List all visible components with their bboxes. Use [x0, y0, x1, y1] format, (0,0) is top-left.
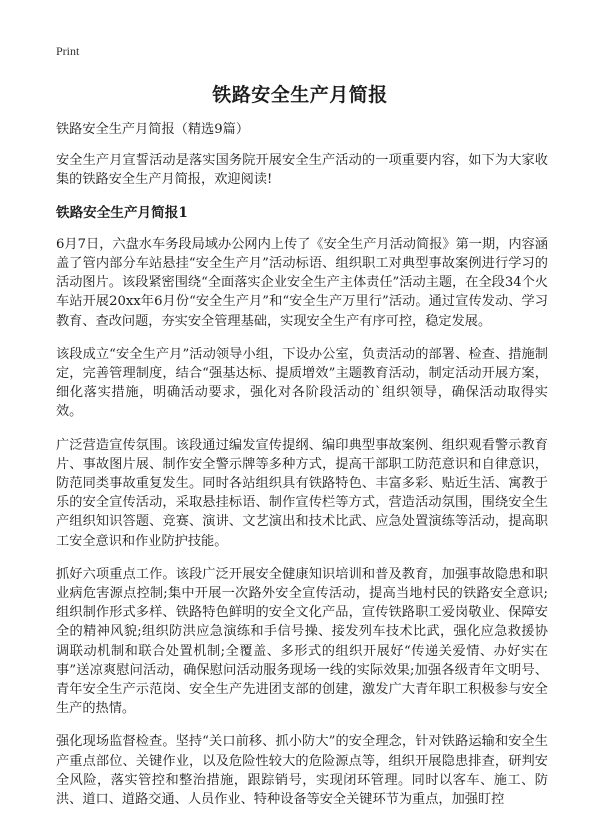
- body-paragraph: 强化现场监督检查。坚持“关口前移、抓小防大”的安全理念，针对铁路运输和安全生产重点部位、关键作业，以及危险性较大的危险源点等，组织开展隐患排查，研判安全风险，落实管控和整治措施，跟踪销号，实现闭环管理。同时以客车、施工、防洪、道口、道路交通、人员作业、特种设备等安全关键环节为重点，加强盯控: [56, 734, 548, 808]
- document-title: 铁路安全生产月简报: [212, 84, 388, 106]
- document-body: [56, 120, 548, 823]
- body-paragraph: 抓好六项重点工作。该段广泛开展安全健康知识培训和普及教育，加强事故隐患和职业病危害源点控制;集中开展一次路外安全宣传活动，提高当地村民的铁路安全意识;组织制作形式多样、铁路特色鲜明的安全文化产品，宣传铁路职工爱岗敬业、保障安全的精神风貌;组织防洪应急演练和手信号操、接发列车技术比武，强化应急救援协调联动机制和联合处置机制;全覆盖、多形式的组织开展好“传递关爱情、办好实在事”送凉爽慰问活动，确保慰问活动服务现场一线的实际效果;加强各级青年文明号、青年安全生产示范岗、安全生产先进团支部的创建，激发广大青年职工积极参与安全生产的热情。: [56, 566, 548, 717]
- print-label: Print: [56, 44, 80, 58]
- intro-paragraph: 安全生产月宣誓活动是落实国务院开展安全生产活动的一项重要内容，如下为大家收集的铁路安全生产月简报，欢迎阅读!: [56, 153, 548, 188]
- body-paragraph: 该段成立“安全生产月”活动领导小组，下设办公室，负责活动的部署、检查、措施制定，完善管理制度，结合“强基达标、提质增效”主题教育活动，制定活动开展方案，细化落实措施，明确活动要求，强化对各阶段活动的`组织领导，确保活动取得实效。: [56, 346, 548, 420]
- document-subtitle: 铁路安全生产月简报（精选9篇）: [56, 122, 250, 137]
- body-paragraph: 6月7日，六盘水车务段局域办公网内上传了《安全生产月活动简报》第一期，内容涵盖了管内部分车站悬挂“安全生产月”活动标语、组织职工对典型事故案例进行学习的活动图片。该段紧密围绕“全面落实企业安全生产主体责任”活动主题，在全段34个火车站开展20xx年6月份“安全生产月”和“安全生产万里行”活动。通过宣传发动、学习教育、查改问题，夯实安全管理基础，实现安全生产有序可控，稳定发展。: [56, 236, 548, 329]
- section-heading: 铁路安全生产月简报1: [56, 204, 188, 221]
- body-paragraph: 广泛营造宣传氛围。该段通过编发宣传提纲、编印典型事故案例、组织观看警示教育片、事故图片展、制作安全警示牌等多种方式，提高干部职工防范意识和自律意识，防范同类事故重复发生。同时各站组织具有铁路特色、丰富多彩、贴近生活、寓教于乐的安全宣传活动，采取悬挂标语、制作宣传栏等方式，营造活动氛围，围绕安全生产组织知识答题、竞赛、演讲、文艺演出和技术比武、应急处置演练等活动，提高职工安全意识和作业防护技能。: [56, 437, 548, 549]
